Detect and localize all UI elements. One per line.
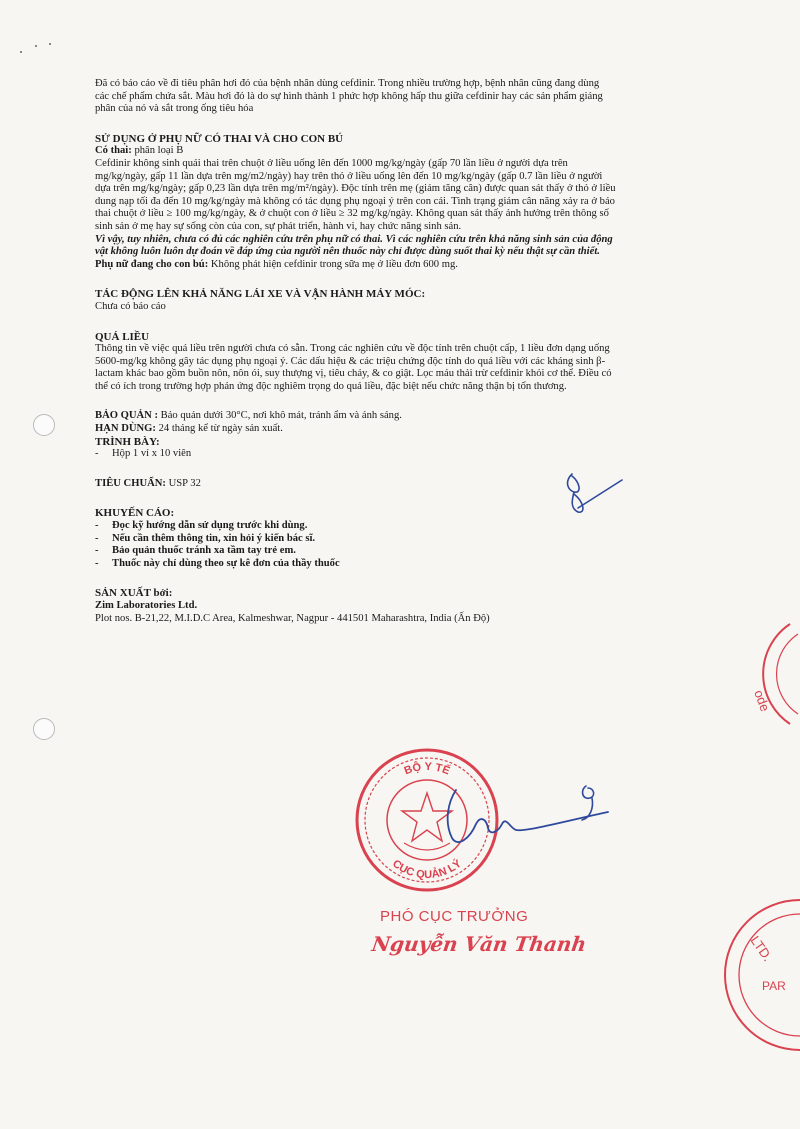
overdose-line: lactam khác bao gồm buồn nôn, nôn ói, suy thượng vị, tiêu chảy, & co giật. Lọc máu thải trừ cefdinir khỏi cơ thể. Điều có — [95, 368, 612, 380]
partial-stamp-graphic — [700, 900, 800, 1050]
breastfeeding-line — [95, 259, 715, 272]
recommendation-text: Nếu cần thêm thông tin, xin hỏi ý kiến bác sĩ. — [112, 532, 316, 544]
pregnancy-category-line — [95, 145, 715, 158]
svg-text:PAR: PAR — [762, 979, 786, 993]
recommendation-item — [95, 520, 715, 533]
manufacturer-heading: SẢN XUẤT bởi: — [95, 587, 173, 600]
expiry-text: 24 tháng kể từ ngày sản xuất. — [155, 423, 283, 435]
presentation-item-text: Hộp 1 vỉ x 10 viên — [112, 448, 192, 460]
recommendation-text: Thuốc này chỉ dùng theo sự kê đơn của thầy thuốc — [112, 557, 340, 569]
seal-bottom-text: CỤC QUẢN LÝ — [390, 857, 464, 882]
overdose-line: Thông tin về việc quá liều trên người chưa có sẵn. Trong các nghiên cứu về độc tính trên chuột cấp, 1 liều đơn dạng uống — [95, 343, 610, 355]
pregnancy-text-line: Cefdinir không sinh quái thai trên chuột ở liều uống lên đến 1000 mg/kg/ngày (gấp 70 lần liều ở người dựa trên — [95, 157, 568, 169]
breastfeeding-label: Phụ nữ đang cho con bú: — [95, 258, 209, 270]
pregnancy-warning-line: Vì vậy, tuy nhiên, chưa có đủ các nghiên cứu trên phụ nữ có thai. Vì các nghiên cứu trên khả năng sinh sản của động — [95, 233, 613, 245]
driving-text: Chưa có báo cáo — [95, 300, 166, 312]
signatory-name: Nguyễn Văn Thanh — [370, 932, 588, 956]
storage-text: Bảo quản dưới 30°C, nơi khô mát, tránh ẩm và ánh sáng. — [157, 410, 402, 422]
storage-line — [95, 410, 715, 423]
driving-heading: TÁC ĐỘNG LÊN KHẢ NĂNG LÁI XE VÀ VẬN HÀNH MÁY MÓC: — [95, 288, 426, 301]
dot-marks-graphic — [18, 40, 58, 60]
breastfeeding-text: Không phát hiện cefdinir trong sữa mẹ ở liều đơn 600 mg. — [208, 258, 458, 270]
seal-top-text: BỘ Y TẾ — [402, 760, 452, 778]
pregnancy-text-line: thai chuột ở liều ≥ 100 mg/kg/ngày, & ở chuột con ở liều ≥ 32 mg/kg/ngày. Không quan sát thấy ảnh hưởng trên thông số — [95, 208, 609, 220]
manufacturer-name: Zim Laboratories Ltd. — [95, 600, 198, 611]
presentation-item — [95, 448, 715, 461]
list-dash: - — [95, 532, 99, 544]
pregnancy-text-line: sinh sản ở mẹ hay sự sống còn của con, sự phát triển, hành vi, hay chức năng sinh sản. — [95, 220, 462, 232]
intro-line: phân của nó và sắt trong ống tiêu hóa — [95, 103, 254, 115]
recommendation-item — [95, 558, 715, 571]
svg-text:ode: ode — [751, 687, 773, 714]
storage-label: BẢO QUẢN : — [95, 410, 158, 422]
recommendations-heading: KHUYẾN CÁO: — [95, 507, 175, 520]
pregnancy-heading: SỬ DỤNG Ở PHỤ NỮ CÓ THAI VÀ CHO CON BÚ — [95, 132, 344, 145]
recommendation-text: Bảo quản thuốc tránh xa tầm tay trẻ em. — [112, 545, 296, 557]
pregnancy-text-line: mg/kg/ngày, gấp 11 lần dựa trên mg/m2/ngày) hay trên thỏ ở liều uống lên đến 10 mg/kg/ngày (gấp 0.7 lần liều ở người — [95, 170, 603, 182]
pregnancy-text-line: dựa trên mg/kg/ngày; gấp 0,23 lần dựa trên mg/m²/ngày). Độc tính trên mẹ (giảm tăng cân) được quan sát thấy ở thỏ ở liều — [95, 183, 616, 195]
recommendation-item — [95, 545, 715, 558]
overdose-line: 5600-mg/kg không gây tác dụng phụ ngoại ý. Các dấu hiệu & các triệu chứng độc tính do quá liều với các kháng sinh β- — [95, 355, 606, 367]
pregnancy-text-line: dung nạp tối đa đến 10 mg/kg/ngày mà không có tác dụng phụ ngoại ý trên con cái. Tình trạng giảm cân năng xảy ra ở báo — [95, 195, 615, 207]
list-dash: - — [95, 520, 99, 532]
signature-graphic — [430, 778, 630, 858]
list-dash: - — [95, 557, 99, 569]
list-dash: - — [95, 545, 99, 557]
partial-stamp-graphic — [720, 620, 800, 730]
pregnancy-warning-line: vật không luôn luôn dự đoán về đáp ứng của người nên thuốc này chỉ được dùng suốt thai kỳ nếu thật sự cần thiết. — [95, 246, 600, 258]
presentation-label: TRÌNH BÀY: — [95, 435, 160, 448]
expiry-label: HẠN DÙNG: — [95, 423, 156, 435]
standard-text: USP 32 — [165, 477, 201, 489]
intro-line: các chế phẩm chứa sắt. Màu hơi đỏ là do sự hình thành 1 phức hợp không hấp thu giữa cefdinir hay các sản phẩm giáng — [95, 90, 603, 102]
recommendation-text: Đọc kỹ hướng dẫn sử dụng trước khi dùng. — [112, 520, 308, 532]
expiry-line — [95, 423, 715, 436]
overdose-heading: QUÁ LIỀU — [95, 330, 150, 343]
standard-label: TIÊU CHUẨN: — [95, 477, 166, 489]
manufacturer-address: Plot nos. B-21,22, M.I.D.C Area, Kalmeshwar, Nagpur - 441501 Maharashtra, India (Ấn Độ) — [95, 612, 490, 624]
intro-line: Đã có báo cáo về đi tiêu phân hơi đỏ của bệnh nhân dùng cefdinir. Trong nhiều trường hợp, bệnh nhân cũng đang dùng — [95, 78, 600, 89]
punch-hole-icon — [33, 718, 55, 740]
document-body — [95, 78, 715, 625]
pregnant-label: Có thai: — [95, 145, 132, 157]
pregnancy-category: phân loại B — [131, 145, 184, 157]
signatory-title: PHÓ CỤC TRƯỞNG — [380, 908, 529, 925]
svg-text:LTD.: LTD. — [747, 933, 776, 965]
list-dash: - — [95, 448, 99, 460]
punch-hole-icon — [33, 414, 55, 436]
initial-mark-graphic — [560, 468, 650, 518]
svg-text:BỘ Y TẾ — [403, 760, 452, 777]
recommendation-item — [95, 533, 715, 546]
overdose-line: thể có ích trong trường hợp phản ứng độc nghiêm trọng do quá liều, đặc biệt nếu chức năng thận bị tổn thương. — [95, 380, 567, 392]
scan-dot-marks — [18, 40, 58, 60]
